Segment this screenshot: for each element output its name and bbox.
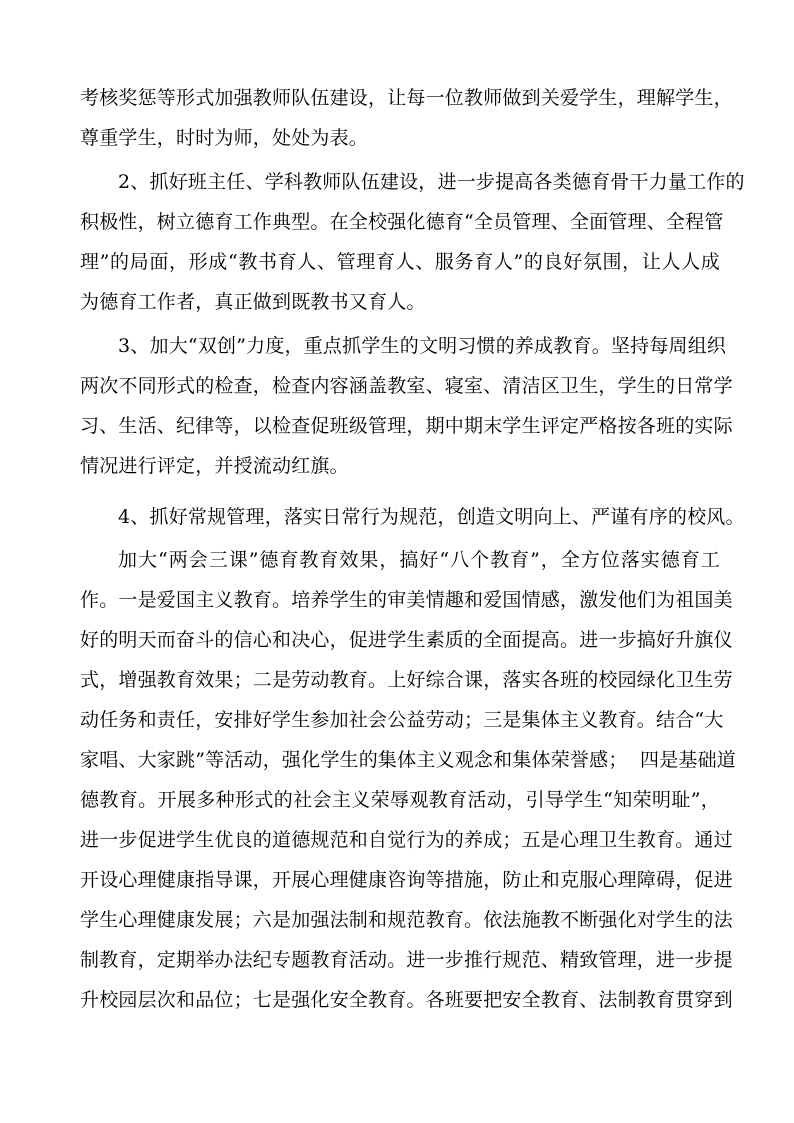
- text-line: 为德育工作者，真正做到既教书又育人。: [80, 291, 426, 313]
- text-line: 学生心理健康发展；六是加强法制和规范教育。依法施教不断强化对学生的法: [80, 909, 733, 931]
- text-line: 制教育，定期举办法纪专题教育活动。进一步推行规范、精致管理，进一步提: [80, 949, 733, 971]
- text-line: 3、加大“双创”力度，重点抓学生的文明习惯的养成教育。坚持每周组织: [118, 335, 727, 357]
- text-line: 情况进行评定，并授流动红旗。: [80, 455, 349, 477]
- text-line: 家唱、大家跳”等活动，强化学生的集体主义观念和集体荣誉感； 四是基础道: [80, 749, 736, 771]
- text-line: 动任务和责任，安排好学生参加社会公益劳动；三是集体主义教育。结合“大: [80, 709, 724, 731]
- text-line: 好的明天而奋斗的信心和决心，促进学生素质的全面提高。进一步搞好升旗仪: [80, 629, 733, 651]
- text-line: 尊重学生，时时为师，处处为表。: [80, 127, 369, 149]
- text-line: 两次不同形式的检查，检查内容涵盖教室、寝室、清洁区卫生，学生的日常学: [80, 375, 733, 397]
- text-line: 4、抓好常规管理，落实日常行为规范，创造文明向上、严谨有序的校风。: [118, 506, 745, 528]
- text-line: 作。一是爱国主义教育。培养学生的审美情趣和爱国情感，激发他们为祖国美: [80, 589, 733, 611]
- text-line: 习、生活、纪律等，以检查促班级管理，期中期末学生评定严格按各班的实际: [80, 415, 733, 437]
- text-line: 考核奖惩等形式加强教师队伍建设，让每一位教师做到关爱学生，理解学生，: [80, 87, 733, 109]
- text-line: 德教育。开展多种形式的社会主义荣辱观教育活动，引导学生“知荣明耻”，: [80, 789, 720, 811]
- text-line: 进一步促进学生优良的道德规范和自觉行为的养成；五是心理卫生教育。通过: [80, 829, 733, 851]
- text-line: 2、抓好班主任、学科教师队伍建设，进一步提高各类德育骨干力量工作的: [118, 171, 745, 193]
- text-line: 理”的局面，形成“教书育人、管理育人、服务育人”的良好氛围，让人人成: [80, 251, 720, 273]
- text-line: 开设心理健康指导课，开展心理健康咨询等措施，防止和克服心理障碍，促进: [80, 869, 733, 891]
- text-line: 积极性，树立德育工作典型。在全校强化德育“全员管理、全面管理、全程管: [80, 211, 724, 233]
- text-line: 加大“两会三课”德育教育效果，搞好“八个教育”，全方位落实德育工: [118, 549, 720, 571]
- text-line: 式，增强教育效果；二是劳动教育。上好综合课，落实各班的校园绿化卫生劳: [80, 669, 733, 691]
- text-line: 升校园层次和品位；七是强化安全教育。各班要把安全教育、法制教育贯穿到: [80, 989, 733, 1011]
